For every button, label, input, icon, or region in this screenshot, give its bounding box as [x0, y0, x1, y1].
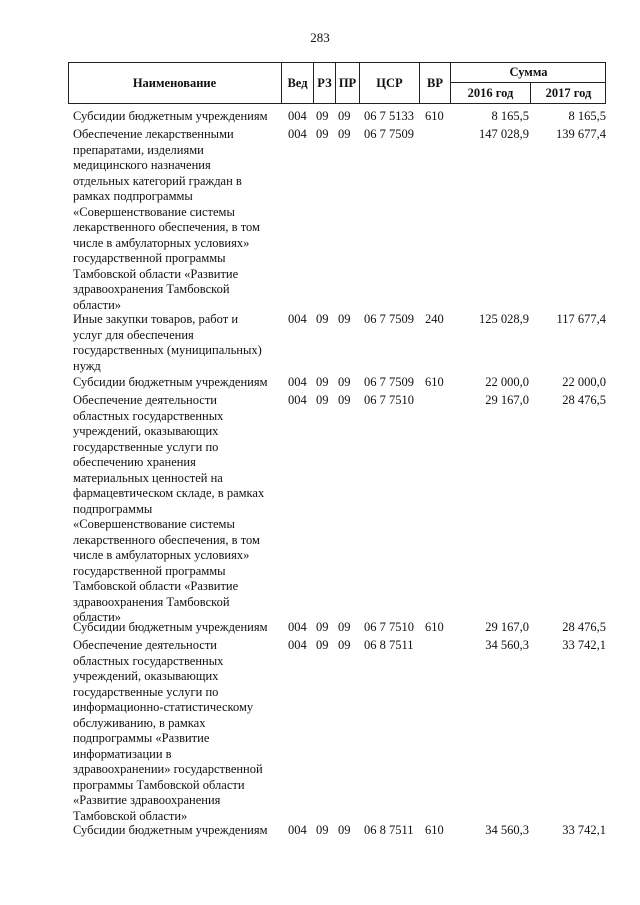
- row-sum-2017: 117 677,4: [556, 312, 606, 326]
- row-rz: 09: [316, 312, 329, 326]
- row-rz: 09: [316, 823, 329, 837]
- row-pr: 09: [338, 823, 351, 837]
- row-pr: 09: [338, 620, 351, 634]
- row-sum-2017: 33 742,1: [562, 638, 606, 652]
- row-name: Обеспечение деятельности областных государственных учреждений, оказывающих государственные услуги по информационно-статистическому обслуживанию, в рамках подпрограммы «Развитие информатизации в здравоохранении» государственной программы Тамбовской области «Развитие здравоохранения Тамбовской области»: [73, 638, 263, 823]
- row-sum-2016: 147 028,9: [479, 127, 529, 141]
- header-pr: ПР: [335, 62, 359, 104]
- row-csr: 06 7 7509: [364, 375, 414, 389]
- row-pr: 09: [338, 393, 351, 407]
- row-ved: 004: [288, 823, 307, 837]
- row-rz: 09: [316, 620, 329, 634]
- row-csr: 06 7 7510: [364, 393, 414, 407]
- row-pr: 09: [338, 312, 351, 326]
- header-sum: Сумма: [450, 62, 606, 82]
- row-rz: 09: [316, 109, 329, 123]
- row-sum-2016: 29 167,0: [485, 393, 529, 407]
- row-sum-2016: 125 028,9: [479, 312, 529, 326]
- row-ved: 004: [288, 620, 307, 634]
- row-ved: 004: [288, 393, 307, 407]
- row-vr: 610: [425, 109, 444, 123]
- row-sum-2017: 139 677,4: [556, 127, 606, 141]
- row-csr: 06 7 7510: [364, 620, 414, 634]
- row-rz: 09: [316, 127, 329, 141]
- row-sum-2016: 8 165,5: [491, 109, 529, 123]
- row-sum-2017: 28 476,5: [562, 393, 606, 407]
- row-ved: 004: [288, 638, 307, 652]
- row-sum-2016: 29 167,0: [485, 620, 529, 634]
- row-name: Субсидии бюджетным учреждениям: [73, 620, 268, 634]
- row-name: Обеспечение деятельности областных государственных учреждений, оказывающих государственные услуги по обеспечению хранения материальных ценностей на фармацевтическом складе, в рамках подпрограммы «Совершенствование системы лекарственного обеспечения, в том числе в амбулаторных условиях» государственной программы Тамбовской области «Развитие здравоохранения Тамбовской области»: [73, 393, 265, 624]
- row-name: Субсидии бюджетным учреждениям: [73, 109, 268, 123]
- header-ved: Вед: [281, 62, 313, 104]
- row-sum-2017: 28 476,5: [562, 620, 606, 634]
- table-header: [68, 62, 606, 104]
- row-csr: 06 8 7511: [364, 638, 414, 652]
- row-name: Иные закупки товаров, работ и услуг для обеспечения государственных (муниципальных) нужд: [73, 312, 262, 373]
- row-name: Субсидии бюджетным учреждениям: [73, 375, 268, 389]
- row-pr: 09: [338, 109, 351, 123]
- row-vr: 610: [425, 375, 444, 389]
- header-name: Наименование: [132, 75, 217, 90]
- row-vr: 610: [425, 823, 444, 837]
- row-ved: 004: [288, 109, 307, 123]
- row-csr: 06 7 7509: [364, 127, 414, 141]
- row-name: Обеспечение лекарственными препаратами, изделиями медицинского назначения отдельных категорий граждан в рамках подпрограммы «Совершенствование системы лекарственного обеспечения, в том числе в амбулаторных условиях» государственной программы Тамбовской области «Развитие здравоохранения Тамбовской области»: [73, 127, 260, 312]
- row-vr: 610: [425, 620, 444, 634]
- header-rz: РЗ: [313, 62, 335, 104]
- row-pr: 09: [338, 375, 351, 389]
- row-vr: 240: [425, 312, 444, 326]
- row-name: Субсидии бюджетным учреждениям: [73, 823, 268, 837]
- header-csr: ЦСР: [359, 62, 419, 104]
- header-2016: 2016 год: [450, 82, 530, 104]
- header-2017: 2017 год: [530, 82, 606, 104]
- row-csr: 06 7 7509: [364, 312, 414, 326]
- row-sum-2016: 22 000,0: [485, 375, 529, 389]
- row-sum-2017: 33 742,1: [562, 823, 606, 837]
- row-sum-2017: 8 165,5: [568, 109, 606, 123]
- row-pr: 09: [338, 127, 351, 141]
- row-rz: 09: [316, 375, 329, 389]
- header-vr: ВР: [419, 62, 450, 104]
- row-rz: 09: [316, 638, 329, 652]
- row-rz: 09: [316, 393, 329, 407]
- row-sum-2016: 34 560,3: [485, 638, 529, 652]
- row-sum-2017: 22 000,0: [562, 375, 606, 389]
- row-pr: 09: [338, 638, 351, 652]
- row-csr: 06 7 5133: [364, 109, 414, 123]
- row-ved: 004: [288, 127, 307, 141]
- page-number: 283: [310, 30, 330, 45]
- row-ved: 004: [288, 375, 307, 389]
- row-csr: 06 8 7511: [364, 823, 414, 837]
- row-sum-2016: 34 560,3: [485, 823, 529, 837]
- row-ved: 004: [288, 312, 307, 326]
